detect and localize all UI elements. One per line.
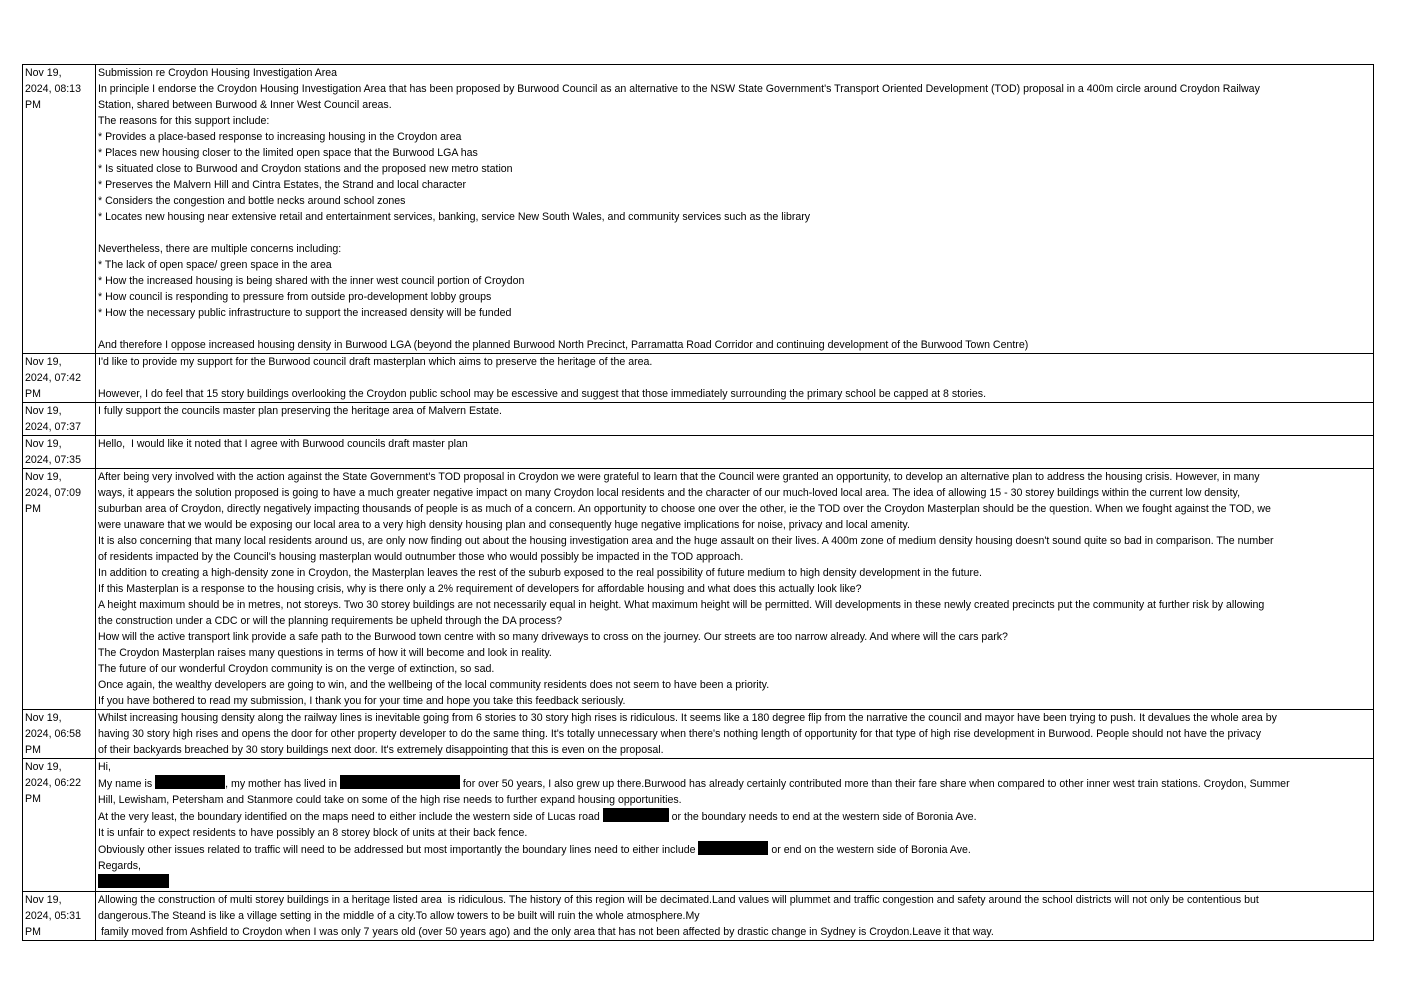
redaction-block (340, 775, 460, 789)
text-line: Allowing the construction of multi storey buildings in a heritage listed area is ridiculous. The history of this region will be decimated.Land values will plummet and traffic congestion and safety around the school districts will not only be contentious but (98, 894, 1259, 906)
text-line: were unaware that we would be exposing our local area to a very high density housing plan and consequently huge negative implications for noise, privacy and local amenity. (98, 519, 910, 531)
text-segment: or the boundary needs to end at the western side of Boronia Ave. (668, 811, 977, 823)
text-line: A height maximum should be in metres, not storeys. Two 30 storey buildings are not necessarily equal in height. What maximum height will be permitted. Will developments in these newly created precincts put the community at further risk by allowing (98, 599, 1265, 611)
date-line: 2024, 06:58 (25, 728, 81, 740)
text-line: * Preserves the Malvern Hill and Cintra Estates, the Strand and local character (98, 179, 467, 191)
text-line: I fully support the councils master plan preserving the heritage area of Malvern Estate. (98, 405, 502, 417)
text-line: Nevertheless, there are multiple concerns including: (98, 243, 342, 255)
submission-row (23, 469, 1374, 710)
text-line: having 30 story high rises and opens the door for other property developer to do the same thing. It's totally unnecessary when there's nothing length of opportunity for that type of high rise development in Burwood. People should not have the privacy (98, 728, 1262, 740)
date-line: Nov 19, (25, 712, 62, 724)
text-line: * Considers the congestion and bottle necks around school zones (98, 195, 406, 207)
redaction-block (603, 808, 669, 822)
text-line: If you have bothered to read my submission, I thank you for your time and hope you take this feedback seriously. (98, 695, 626, 707)
date-line: Nov 19, (25, 356, 62, 368)
date-line: Nov 19, (25, 405, 62, 417)
text-line: of residents impacted by the Council's housing masterplan would outnumber those who would possibly be impacted in the TOD approach. (98, 551, 744, 563)
date-line: 2024, 08:13 (25, 83, 81, 95)
submission-row (23, 892, 1374, 941)
text-line (98, 321, 1371, 337)
text-line: * Provides a place-based response to increasing housing in the Croydon area (98, 131, 462, 143)
text-line: the construction under a CDC or will the planning requirements be upheld through the DA process? (98, 615, 563, 627)
text-line: Whilst increasing housing density along the railway lines is inevitable going from 6 stories to 30 story high rises is ridiculous. It seems like a 180 degree flip from the narrative the council and mayor have been trying to push. It devalues the whole area by (98, 712, 1277, 724)
text-line: * How council is responding to pressure from outside pro-development lobby groups (98, 291, 492, 303)
text-line: Hi, (98, 761, 111, 773)
submission-date (23, 892, 96, 941)
text-line: suburban area of Croydon, directly negatively impacting thousands of people is as much of a concern. An opportunity to choose one over the other, ie the TOD over the Croydon Masterplan should be the question. When we fought against the TOD, we (98, 503, 1271, 515)
submission-text (96, 892, 1374, 941)
redaction-block (698, 841, 768, 855)
text-line: The reasons for this support include: (98, 115, 270, 127)
text-line: However, I do feel that 15 story buildings overlooking the Croydon public school may be escessive and suggest that those immediately surrounding the primary school be capped at 8 stories. (98, 388, 987, 400)
date-line: PM (25, 744, 41, 756)
text-line: family moved from Ashfield to Croydon when I was only 7 years old (over 50 years ago) and the only area that has not been affected by drastic change in Sydney is Croydon.Leave it that way. (98, 926, 994, 938)
submission-date (23, 354, 96, 403)
text-line: In principle I endorse the Croydon Housing Investigation Area that has been proposed by Burwood Council as an alternative to the NSW State Government's Transport Oriented Development (TOD) proposal in a 400m circle around Croydon Railway (98, 83, 1260, 95)
submission-date (23, 65, 96, 354)
date-line: 2024, 07:35 (25, 454, 81, 466)
submission-date (23, 759, 96, 892)
text-line: And therefore I oppose increased housing density in Burwood LGA (beyond the planned Burwood North Precinct, Parramatta Road Corridor and continuing development of the Burwood Town Centre) (98, 339, 1029, 351)
text-line: * Is situated close to Burwood and Croydon stations and the proposed new metro station (98, 163, 513, 175)
text-line: Hello, I would like it noted that I agree with Burwood councils draft master plan (98, 438, 468, 450)
text-line: of their backyards breached by 30 story buildings next door. It's extremely disappointing that this is even on the proposal. (98, 744, 664, 756)
date-line: 2024, 05:31 (25, 910, 81, 922)
text-line: * How the necessary public infrastructure to support the increased density will be funded (98, 307, 512, 319)
date-line: PM (25, 99, 41, 111)
date-line: Nov 19, (25, 438, 62, 450)
text-line: Once again, the wealthy developers are going to win, and the wellbeing of the local community residents does not seem to have been a priority. (98, 679, 770, 691)
date-line: 2024, 07:37 (25, 421, 81, 433)
text-line: I'd like to provide my support for the Burwood council draft masterplan which aims to preserve the heritage of the area. (98, 356, 653, 368)
text-line: Hill, Lewisham, Petersham and Stanmore could take on some of the high rise needs to further expand housing opportunities. (98, 794, 682, 806)
submission-row (23, 710, 1374, 759)
text-segment: At the very least, the boundary identified on the maps need to either include the western side of Lucas road (98, 811, 603, 823)
text-line: * The lack of open space/ green space in the area (98, 259, 332, 271)
text-segment: for over 50 years, I also grew up there.Burwood has already certainly contributed more than their fare share when compared to other inner west train stations. Croydon, Summer (459, 778, 1290, 790)
text-line: The future of our wonderful Croydon community is on the verge of extinction, so sad. (98, 663, 495, 675)
redaction-block (98, 874, 169, 888)
text-line (98, 775, 1371, 792)
text-line: dangerous.The Steand is like a village setting in the middle of a city.To allow towers to be built will ruin the whole atmosphere.My (98, 910, 700, 922)
date-line: Nov 19, (25, 471, 62, 483)
text-line: If this Masterplan is a response to the housing crisis, why is there only a 2% requirement of developers for affordable housing and what does this actually look like? (98, 583, 862, 595)
text-line: The Croydon Masterplan raises many questions in terms of how it will become and look in reality. (98, 647, 552, 659)
text-line (98, 808, 1371, 825)
submission-text (96, 710, 1374, 759)
date-line: 2024, 07:09 (25, 487, 81, 499)
text-segment: My name is (98, 778, 156, 790)
date-line: PM (25, 503, 41, 515)
submission-text (96, 354, 1374, 403)
submission-text (96, 469, 1374, 710)
submission-row (23, 65, 1374, 354)
date-line: Nov 19, (25, 67, 62, 79)
submissions-table (22, 64, 1374, 941)
submission-date (23, 436, 96, 469)
text-line (98, 874, 1371, 891)
text-line: ways, it appears the solution proposed is going to have a much greater negative impact on many Croydon local residents and the character of our much-loved local area. The idea of allowing 15 - 30 storey buildings within the current low density, (98, 487, 1241, 499)
text-line: In addition to creating a high-density zone in Croydon, the Masterplan leaves the rest of the suburb exposed to the real possibility of future medium to high density development in the future. (98, 567, 982, 579)
text-line: Submission re Croydon Housing Investigation Area (98, 67, 338, 79)
submission-row (23, 759, 1374, 892)
date-line: 2024, 07:42 (25, 372, 81, 384)
text-segment: Obviously other issues related to traffic will need to be addressed but most importantly the boundary lines need to either include (98, 844, 699, 856)
text-line: Station, shared between Burwood & Inner West Council areas. (98, 99, 392, 111)
text-line: It is also concerning that many local residents around us, are only now finding out about the housing investigation area and the huge assault on their lives. A 400m zone of medium density housing doesn't sound quite so bad in comparison. The number (98, 535, 1274, 547)
date-line: PM (25, 926, 41, 938)
text-line (98, 841, 1371, 858)
text-line: Regards, (98, 860, 141, 872)
text-segment: , my mother has lived in (225, 778, 340, 790)
text-line (98, 225, 1371, 241)
submission-date (23, 403, 96, 436)
date-line: Nov 19, (25, 761, 62, 773)
submission-text (96, 759, 1374, 892)
submission-row (23, 354, 1374, 403)
date-line: 2024, 06:22 (25, 777, 81, 789)
redaction-block (155, 775, 225, 789)
date-line: Nov 19, (25, 894, 62, 906)
submission-row (23, 436, 1374, 469)
text-line: It is unfair to expect residents to have possibly an 8 storey block of units at their back fence. (98, 827, 528, 839)
submission-row (23, 403, 1374, 436)
text-line: * How the increased housing is being shared with the inner west council portion of Croydon (98, 275, 525, 287)
text-line: * Places new housing closer to the limited open space that the Burwood LGA has (98, 147, 478, 159)
submission-text (96, 436, 1374, 469)
submission-text (96, 65, 1374, 354)
submission-text (96, 403, 1374, 436)
text-line: How will the active transport link provide a safe path to the Burwood town centre with so many driveways to cross on the journey. Our streets are too narrow already. And where will the cars park? (98, 631, 1008, 643)
date-line: PM (25, 388, 41, 400)
text-line (98, 370, 1371, 386)
text-line: After being very involved with the action against the State Government's TOD proposal in Croydon we were grateful to learn that the Council were granted an opportunity, to develop an alternative plan to address the housing crisis. However, in many (98, 471, 1260, 483)
submission-date (23, 710, 96, 759)
submission-date (23, 469, 96, 710)
submissions-table-body (23, 65, 1374, 941)
text-line: * Locates new housing near extensive retail and entertainment services, banking, service New South Wales, and community services such as the library (98, 211, 811, 223)
date-line: PM (25, 793, 41, 805)
text-segment: or end on the western side of Boronia Ave. (768, 844, 971, 856)
